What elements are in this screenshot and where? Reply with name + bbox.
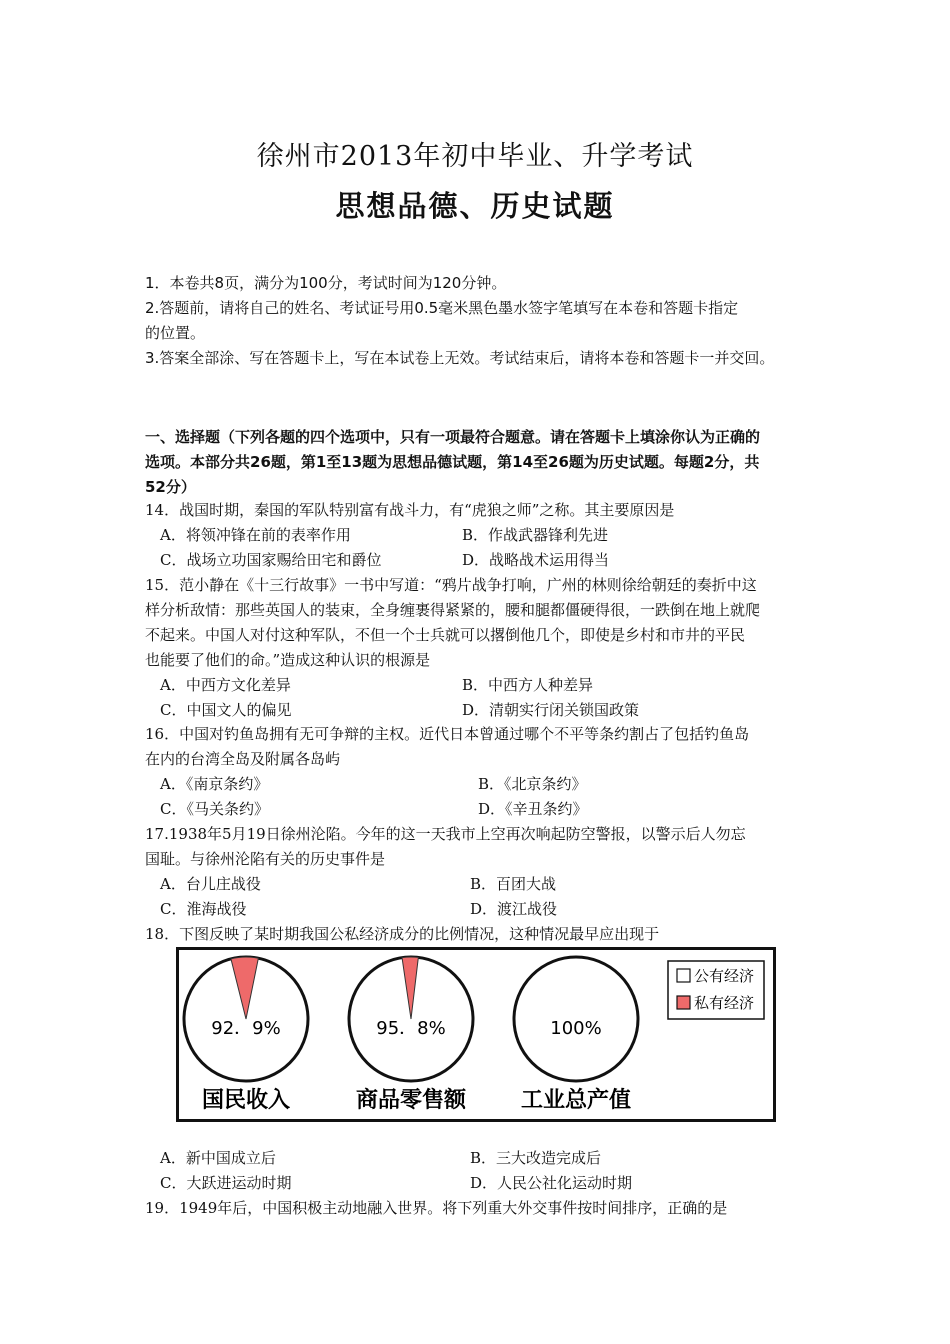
instruction-line: 1．本卷共8页，满分为100分，考试时间为120分钟。 (145, 274, 507, 292)
option-c: C．淮海战役 (160, 900, 247, 918)
question-16 (145, 722, 835, 772)
pie-category-label: 国民收入 (201, 1088, 291, 1113)
question-stem: 19．1949年后，中国积极主动地融入世界。将下列重大外交事件按时间排序，正确的是 (145, 1199, 728, 1217)
pie-2 (349, 957, 473, 1113)
section-line: 一、选择题（下列各题的四个选项中，只有一项最符合题意。请在答题卡上填涂你认为正确的 (145, 428, 761, 446)
question-18 (145, 922, 835, 947)
legend-label-private: 私有经济 (694, 994, 755, 1012)
option-b: B．《北京条约》 (478, 775, 587, 793)
option-a: A．将领冲锋在前的表率作用 (160, 526, 351, 544)
question-15 (145, 573, 835, 673)
pie-value-label: 100% (550, 1018, 602, 1039)
question-stem: 16．中国对钓鱼岛拥有无可争辩的主权。近代日本曾通过哪个不平等条约割占了包括钓鱼岛 (145, 725, 750, 743)
exam-subtitle: 思想品德、历史试题 (335, 189, 615, 223)
option-b: B．三大改造完成后 (470, 1149, 602, 1167)
option-d: D．人民公社化运动时期 (470, 1174, 633, 1192)
question-stem: 17.1938年5月19日徐州沦陷。今年的这一天我市上空再次响起防空警报，以警示后人勿忘 (145, 825, 746, 843)
section-line: 52分） (145, 478, 196, 496)
instruction-line: 的位置。 (145, 324, 206, 342)
option-d: D．战略战术运用得当 (462, 551, 610, 569)
question-stem: 国耻。与徐州沦陷有关的历史事件是 (145, 850, 386, 868)
question-19 (145, 1196, 835, 1221)
chart-legend (668, 961, 764, 1019)
option-b: B．百团大战 (470, 875, 557, 893)
pie-category-label: 商品零售额 (355, 1088, 467, 1113)
pie-value-label: 95．8% (376, 1018, 446, 1039)
question-stem: 也能要了他们的命。”造成这种认识的根源是 (145, 651, 431, 669)
option-d: D．《辛丑条约》 (478, 800, 588, 818)
question-stem: 14．战国时期，秦国的军队特别富有战斗力，有“虎狼之师”之称。其主要原因是 (145, 501, 675, 519)
question-stem: 样分析敌情：那些英国人的装束，全身缠裹得紧紧的，腰和腿都僵硬得很，一跌倒在地上就爬 (145, 601, 761, 619)
question-stem: 18．下图反映了某时期我国公私经济成分的比例情况，这种情况最早应出现于 (145, 925, 660, 943)
option-b: B．作战武器锋利先进 (462, 526, 609, 544)
option-c: C．《马关条约》 (160, 800, 269, 818)
legend-swatch-private (677, 996, 690, 1009)
pie-category-label: 工业总产值 (520, 1088, 632, 1113)
option-c: C．中国文人的偏见 (160, 701, 292, 719)
question-17 (145, 822, 835, 872)
legend-swatch-public (677, 969, 690, 982)
question-stem: 在内的台湾全岛及附属各岛屿 (145, 750, 341, 768)
option-c: C．大跃进运动时期 (160, 1174, 292, 1192)
pie-1 (184, 957, 308, 1113)
economy-pie-chart (176, 947, 776, 1122)
option-c: C．战场立功国家赐给田宅和爵位 (160, 551, 382, 569)
option-a: A．《南京条约》 (160, 775, 269, 793)
question-stem: 不起来。中国人对付这种军队，不但一个士兵就可以撂倒他几个，即使是乡村和市井的平民 (145, 626, 746, 644)
option-a: A．中西方文化差异 (160, 676, 291, 694)
exam-title: 徐州市2013年初中毕业、升学考试 (256, 141, 694, 172)
pie-value-label: 92．9% (211, 1018, 281, 1039)
instruction-line: 3.答案全部涂、写在答题卡上，写在本试卷上无效。考试结束后，请将本卷和答题卡一并交回。 (145, 349, 775, 367)
pie-3 (514, 957, 638, 1113)
section-line: 选项。本部分共26题，第1至13题为思想品德试题，第14至26题为历史试题。每题2分，共 (145, 453, 760, 471)
option-d: D．清朝实行闭关锁国政策 (462, 701, 640, 719)
legend-label-public: 公有经济 (694, 967, 755, 985)
question-14 (145, 498, 835, 523)
question-stem: 15．范小静在《十三行故事》一书中写道：“鸦片战争打响，广州的林则徐给朝廷的奏折中这 (145, 576, 757, 594)
option-a: A．新中国成立后 (160, 1149, 276, 1167)
section-heading (145, 425, 835, 500)
instruction-line: 2.答题前，请将自己的姓名、考试证号用0.5毫米黑色墨水签字笔填写在本卷和答题卡指定 (145, 299, 739, 317)
option-b: B．中西方人种差异 (462, 676, 594, 694)
option-d: D．渡江战役 (470, 900, 558, 918)
instructions (145, 271, 835, 371)
option-a: A．台儿庄战役 (160, 875, 261, 893)
